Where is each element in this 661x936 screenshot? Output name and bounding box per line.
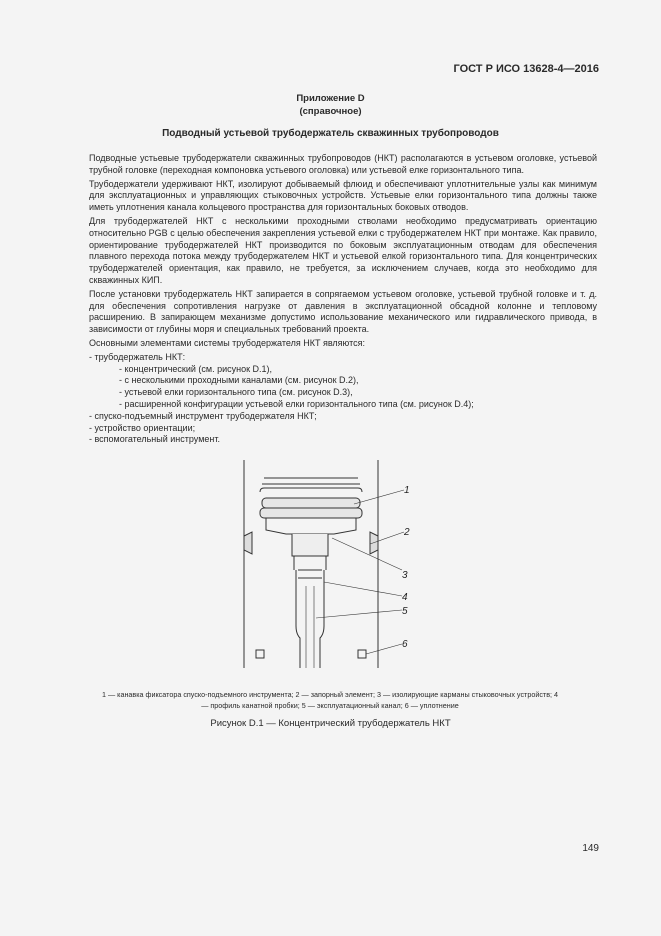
list-item: - устьевой елки горизонтального типа (см. рисунок D.3),: [119, 387, 353, 398]
standard-header: ГОСТ Р ИСО 13628-4—2016: [453, 63, 599, 75]
list-item: - спуско-подъемный инструмент трубодержателя НКТ;: [89, 410, 317, 421]
paragraph-text: После установки трубодержатель НКТ запирается в сопрягаемом устьевом оголовке, устьевой трубной головке и т. д. для обеспечения сопротивления нагрузке от давления в эксплуатационной обсадной колонне и тепловому расширению. В запирающем механизме допустимо использование механического или гидравлического привода, в зависимости от глубины моря и специальных требований проекта.: [89, 288, 597, 335]
paragraph-text: Подводные устьевые трубодержатели скважинных трубопроводов (НКТ) располагаются в устьевом оголовке, устьевой трубной головке (переходная компоновка устьевого оголовка) или устьевой елке горизонтального типа.: [89, 153, 597, 175]
paragraph-text: Для трубодержателей НКТ с несколькими проходными стволами необходимо предусматривать ориентацию относительно PGB с целью обеспечения закрепления устьевой елки с трубодержателем НКТ при монтаже. Как правило, ориентирование трубодержателей НКТ производится по боковым эксплуатационным отводам для обеспечения плавного перехода потока между трубодержателем НКТ и устьевой елкой горизонтального типа. Для концентрических трубодержателей ориентация, как правило, не требуется, за исключением случаев, когда это необходимо для скважинных КИП.: [89, 215, 597, 285]
figure-title: Рисунок D.1 — Концентрический трубодержатель НКТ: [210, 718, 451, 729]
list-item: - устройство ориентации;: [89, 422, 196, 433]
document-body: [89, 153, 597, 446]
paragraph: [89, 179, 597, 214]
paragraph-text: Трубодержатели удерживают НКТ, изолируют добываемый флюид и обеспечивают уплотнительные узлы как минимум для эксплуатационных и управляющих стыковочных устройств. Устьевые елки горизонтального типа должны также иметь уплотнения канала кольцевого пространства для горизонтальных боковых отводов.: [89, 178, 597, 213]
callout-3: 3: [402, 570, 408, 581]
list-item: - расширенной конфигурации устьевой елки горизонтального типа (см. рисунок D.4);: [119, 398, 474, 409]
paragraph: [89, 216, 597, 287]
annex-subtitle: (справочное): [299, 106, 362, 117]
list-item: - с несколькими проходными каналами (см. рисунок D.2),: [119, 375, 359, 386]
annex-heading: [0, 92, 661, 118]
paragraph: [89, 289, 597, 336]
paragraph: [89, 153, 597, 177]
list-item: - вспомогательный инструмент.: [89, 434, 220, 445]
paragraph: [89, 338, 597, 350]
figure-caption: 1 — канавка фиксатора спуско-подъемного инструмента; 2 — запорный элемент; 3 — изолирующие карманы стыковочных устройств; 4 — профиль канатной пробки; 5 — эксплуатационный канал; 6 — уплотнение: [101, 690, 559, 710]
list-item: - концентрический (см. рисунок D.1),: [119, 363, 273, 374]
callout-6: 6: [402, 639, 408, 650]
callout-1: 1: [404, 485, 410, 496]
paragraph-text: Основными элементами системы трубодержателя НКТ являются:: [89, 337, 365, 348]
page-number: 149: [582, 843, 599, 854]
tubing-hanger-figure: [236, 458, 426, 678]
annex-title: Приложение D: [296, 93, 365, 104]
callout-4: 4: [402, 592, 408, 603]
page-title: Подводный устьевой трубодержатель скважинных трубопроводов: [162, 128, 499, 139]
callout-5: 5: [402, 606, 408, 617]
list-item: - трубодержатель НКТ:: [89, 351, 186, 362]
callout-2: 2: [404, 527, 410, 538]
